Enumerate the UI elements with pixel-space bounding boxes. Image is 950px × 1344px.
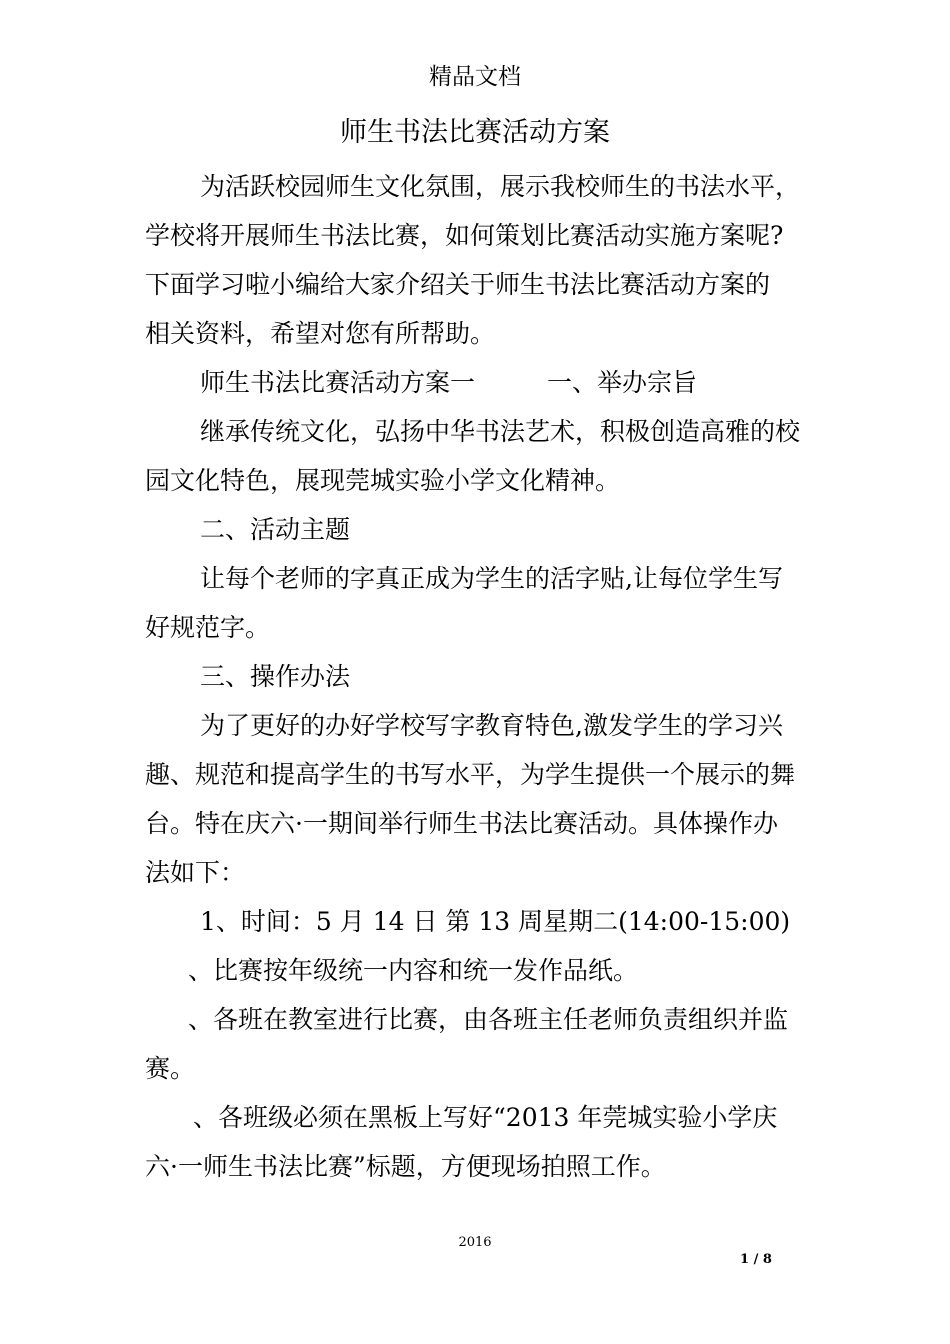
paragraph-line: 相关资料，希望对您有所帮助。 (145, 319, 496, 348)
document-header: 精品文档 (429, 64, 521, 90)
document-title: 师生书法比赛活动方案 (340, 117, 610, 148)
list-item: 、各班级必须在黑板上写好“2013 年莞城实验小学庆 (193, 1103, 778, 1132)
paragraph-line: 好规范字。 (145, 613, 271, 642)
section-heading: 一、举办宗旨 (547, 368, 698, 397)
section-heading: 二、活动主题 (200, 515, 351, 544)
paragraph-line: 园文化特色，展现莞城实验小学文化精神。 (145, 466, 621, 495)
paragraph-line: 法如下： (145, 858, 246, 887)
section-heading-line (145, 358, 825, 407)
list-item: 、各班在教室进行比赛，由各班主任老师负责组织并监 (188, 1005, 789, 1034)
paragraph-line: 下面学习啦小编给大家介绍关于师生书法比赛活动方案的 (145, 270, 771, 299)
paragraph-line: 继承传统文化，弘扬中华书法艺术，积极创造高雅的校 (200, 417, 801, 446)
document-body (145, 162, 825, 1191)
paragraph-line: 六·一师生书法比赛”标题，方便现场拍照工作。 (145, 1152, 666, 1181)
page-number: 1 / 8 (740, 1252, 772, 1267)
section-heading: 三、操作办法 (200, 662, 351, 691)
paragraph-line: 为了更好的办好学校写字教育特色,激发学生的学习兴 (200, 711, 783, 740)
plan-subtitle: 师生书法比赛活动方案一 (200, 368, 476, 397)
paragraph-line: 学校将开展师生书法比赛，如何策划比赛活动实施方案呢? (145, 221, 784, 250)
paragraph-line: 让每个老师的字真正成为学生的活字贴,让每位学生写 (200, 564, 783, 593)
list-item: 1、时间：5 月 14 日 第 13 周星期二(14:00-15:00) (200, 907, 791, 936)
paragraph-line: 赛。 (145, 1054, 196, 1083)
list-item: 、比赛按年级统一内容和统一发作品纸。 (188, 956, 639, 985)
paragraph-line: 台。特在庆六·一期间举行师生书法比赛活动。具体操作办 (145, 809, 778, 838)
paragraph-line: 趣、规范和提高学生的书写水平，为学生提供一个展示的舞 (145, 760, 796, 789)
paragraph-line: 为活跃校园师生文化氛围，展示我校师生的书法水平， (200, 172, 801, 201)
footer-year: 2016 (458, 1235, 492, 1250)
